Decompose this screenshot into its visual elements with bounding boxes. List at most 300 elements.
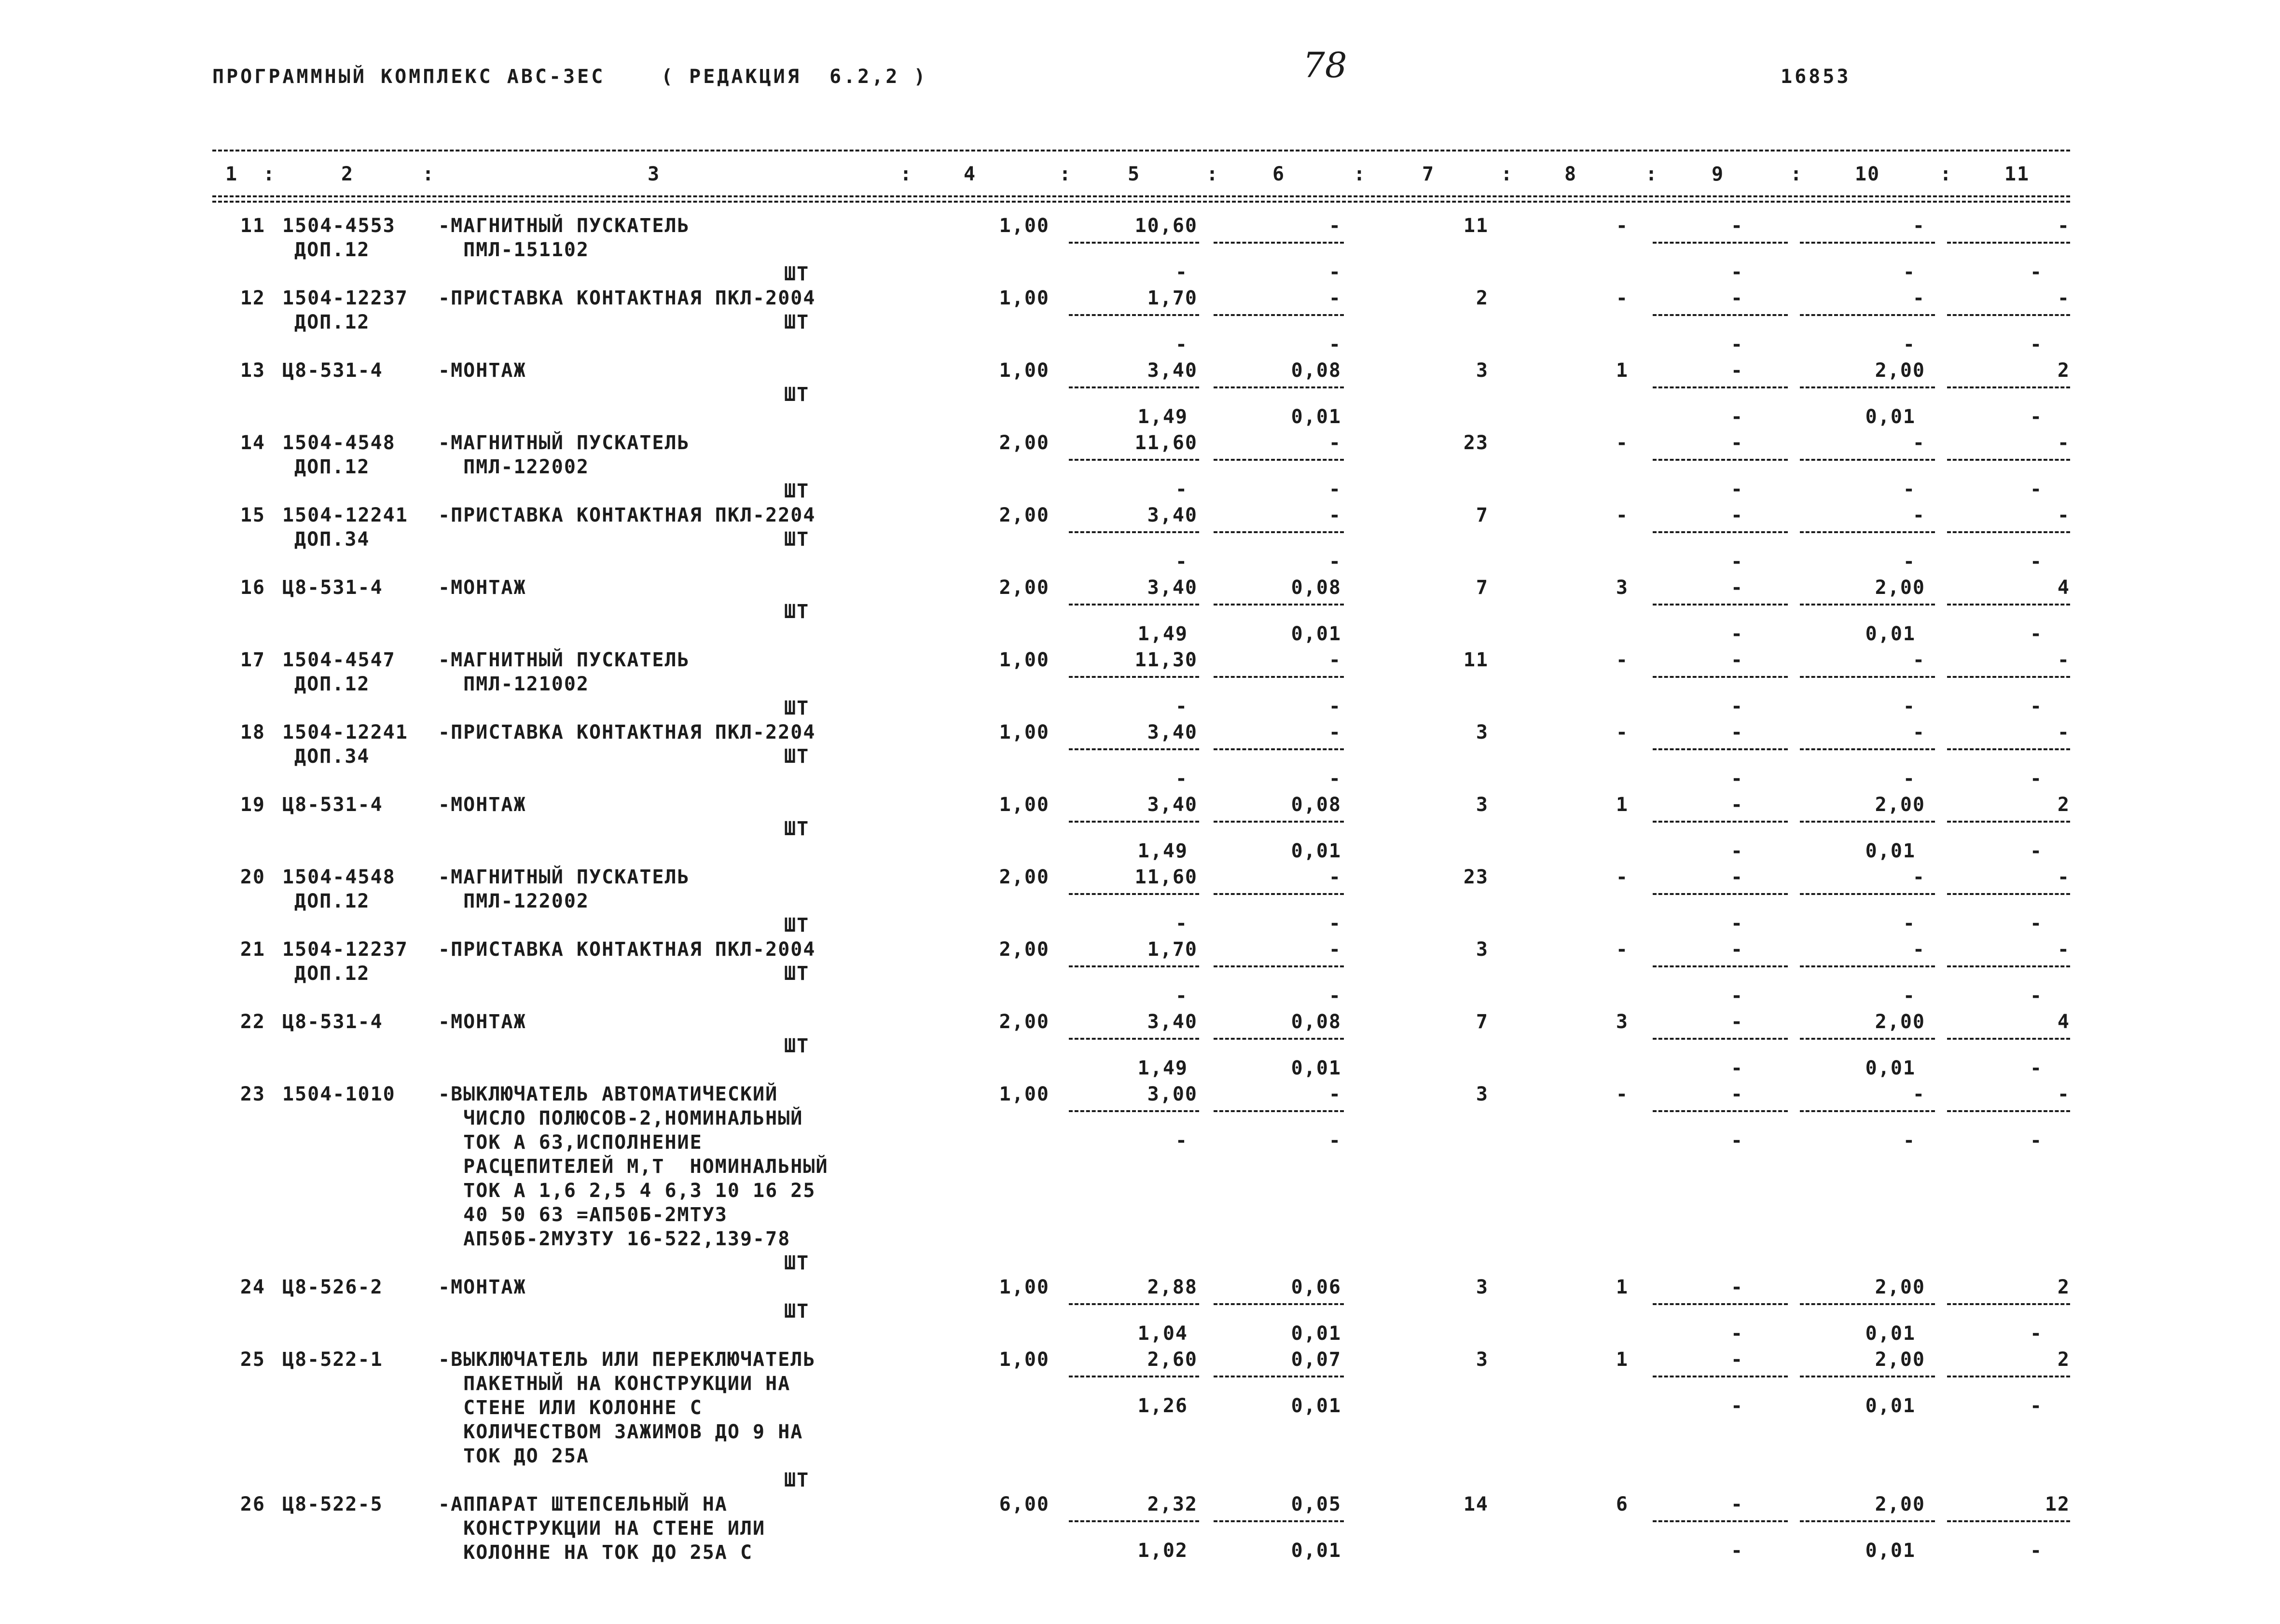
total-cost: 11 [1463,215,1489,237]
wage-value-col10: - [1903,768,1916,790]
wage-value-col6: 0,01 [1291,1540,1341,1562]
quantity-value: 2,00 [999,504,1050,526]
total-cost: 2 [1476,287,1489,309]
unit-cost-operation: 0,08 [1291,359,1341,382]
column-number-8: 8 [1564,163,1577,185]
underline-col11 [1947,748,2070,750]
description-line: -МОНТАЖ [438,359,526,382]
wage-value-col5: - [1175,1129,1188,1152]
row-number: 24 [240,1276,265,1298]
resource-code: Ц8-531-4 [282,577,383,599]
wage-value-col6: 0,01 [1291,1395,1341,1417]
unit-cost-operation: - [1328,432,1341,454]
column-9-value: - [1730,1011,1744,1033]
wage-value-col5: - [1175,261,1188,283]
resource-code: Ц8-531-4 [282,359,383,382]
resource-code: 1504-12241 [282,504,408,526]
underline-col6 [1214,1303,1344,1305]
underline-col11 [1947,676,2070,678]
column-9-value: - [1730,215,1744,237]
description-line: -ПРИСТАВКА КОНТАКТНАЯ ПКЛ-2204 [438,504,816,526]
quantity-value: 2,00 [999,866,1050,888]
unit-label: ШТ [784,601,810,623]
column-11-value: 2 [2057,359,2070,382]
wage-value-col10: - [1903,1129,1916,1152]
column-separator: : [1354,163,1367,185]
unit-cost-total: 3,40 [1147,577,1198,599]
operation-cost: 3 [1616,1011,1629,1033]
underline-col9 [1653,459,1788,461]
wage-value-col9: - [1730,478,1744,500]
row-number: 25 [240,1349,265,1371]
quantity-value: 6,00 [999,1493,1050,1515]
wage-value-col11: - [2030,1395,2043,1417]
underline-col5 [1069,893,1199,895]
total-cost: 14 [1463,1493,1489,1515]
unit-cost-total: 3,40 [1147,1011,1198,1033]
operation-cost: - [1616,1083,1629,1105]
underline-col9 [1653,1520,1788,1522]
total-cost: 7 [1476,1011,1489,1033]
wage-value-col5: 1,02 [1137,1540,1188,1562]
resource-code: 1504-12241 [282,721,408,743]
column-9-value: - [1730,1493,1744,1515]
underline-col10 [1800,242,1935,244]
wage-value-col10: - [1903,912,1916,935]
unit-cost-total: 3,40 [1147,721,1198,743]
unit-cost-total: 10,60 [1134,215,1198,237]
underline-col5 [1069,821,1199,823]
column-9-value: - [1730,577,1744,599]
underline-col6 [1214,1110,1344,1112]
quantity-value: 1,00 [999,794,1050,816]
wage-value-col11: - [2030,768,2043,790]
underline-col5 [1069,748,1199,750]
underline-col11 [1947,821,2070,823]
description-line: -МОНТАЖ [438,1276,526,1298]
description-line: ЧИСЛО ПОЛЮСОВ-2,НОМИНАЛЬНЫЙ [438,1107,803,1129]
wage-value-col11: - [2030,1322,2043,1345]
column-9-value: - [1730,504,1744,526]
wage-value-col9: - [1730,1057,1744,1079]
underline-col10 [1800,965,1935,967]
resource-code-supplement: ДОП.34 [294,528,370,551]
wage-value-col10: - [1903,261,1916,283]
underline-col10 [1800,604,1935,606]
resource-code: 1504-1010 [282,1083,396,1105]
description-line: -МОНТАЖ [438,794,526,816]
resource-code: 1504-4547 [282,649,396,671]
wage-value-col5: - [1175,333,1188,356]
operation-cost: 1 [1616,1349,1629,1371]
description-line: СТЕНЕ ИЛИ КОЛОННЕ С [438,1397,703,1419]
wage-value-col6: - [1328,333,1341,356]
column-11-value: 2 [2057,1349,2070,1371]
column-number-6: 6 [1272,163,1285,185]
wage-value-col10: 0,01 [1865,1057,1916,1079]
unit-label: ШТ [784,745,810,768]
underline-col11 [1947,965,2070,967]
underline-col5 [1069,1038,1199,1040]
unit-label: ШТ [784,384,810,406]
unit-cost-operation: - [1328,287,1341,309]
column-number-4: 4 [963,163,977,185]
total-cost: 7 [1476,577,1489,599]
unit-label: ШТ [784,1252,810,1274]
underline-col9 [1653,676,1788,678]
description-line: КОЛОННЕ НА ТОК ДО 25А С [438,1541,753,1564]
unit-cost-operation: 0,08 [1291,1011,1341,1033]
unit-label: ШТ [784,818,810,840]
operation-cost: - [1616,938,1629,961]
underline-col5 [1069,1303,1199,1305]
column-10-value: - [1912,287,1925,309]
underline-col10 [1800,531,1935,533]
column-number-11: 11 [2004,163,2030,185]
row-number: 16 [240,577,265,599]
operation-cost: - [1616,721,1629,743]
description-line: -ВЫКЛЮЧАТЕЛЬ ИЛИ ПЕРЕКЛЮЧАТЕЛЬ [438,1349,816,1371]
underline-col5 [1069,604,1199,606]
wage-value-col10: - [1903,551,1916,573]
wage-value-col10: 0,01 [1865,1540,1916,1562]
wage-value-col11: - [2030,333,2043,356]
resource-code-supplement: ДОП.12 [294,890,370,912]
resource-code-supplement: ДОП.12 [294,239,370,261]
column-9-value: - [1730,432,1744,454]
column-separator: : [1206,163,1219,185]
total-cost: 3 [1476,359,1489,382]
description-line: -МАГНИТНЫЙ ПУСКАТЕЛЬ [438,215,690,237]
wage-value-col11: - [2030,1057,2043,1079]
wage-value-col11: - [2030,985,2043,1007]
operation-cost: 1 [1616,1276,1629,1298]
unit-label: ШТ [784,528,810,551]
underline-col5 [1069,1520,1199,1522]
description-line: -ПРИСТАВКА КОНТАКТНАЯ ПКЛ-2004 [438,938,816,961]
underline-col5 [1069,242,1199,244]
wage-value-col10: - [1903,478,1916,500]
column-separator: : [1645,163,1658,185]
underline-col10 [1800,676,1935,678]
underline-col11 [1947,459,2070,461]
wage-value-col6: 0,01 [1291,623,1341,645]
wage-value-col5: 1,49 [1137,840,1188,862]
underline-col10 [1800,459,1935,461]
underline-col6 [1214,386,1344,388]
unit-cost-operation: 0,08 [1291,577,1341,599]
unit-cost-total: 11,30 [1134,649,1198,671]
operation-cost: - [1616,215,1629,237]
wage-value-col10: 0,01 [1865,1395,1916,1417]
description-line: КОЛИЧЕСТВОМ ЗАЖИМОВ ДО 9 НА [438,1421,803,1443]
total-cost: 23 [1463,866,1489,888]
underline-col5 [1069,1376,1199,1377]
resource-code: Ц8-531-4 [282,794,383,816]
unit-cost-total: 2,60 [1147,1349,1198,1371]
row-number: 21 [240,938,265,961]
description-line: ПМЛ-121002 [438,673,589,695]
total-cost: 3 [1476,1349,1489,1371]
unit-cost-total: 1,70 [1147,287,1198,309]
wage-value-col10: 0,01 [1865,406,1916,428]
total-cost: 23 [1463,432,1489,454]
column-number-1: 1 [225,163,238,185]
underline-col9 [1653,965,1788,967]
column-9-value: - [1730,794,1744,816]
underline-col9 [1653,893,1788,895]
underline-col10 [1800,1303,1935,1305]
unit-cost-operation: 0,06 [1291,1276,1341,1298]
unit-label: ШТ [784,697,810,719]
row-number: 19 [240,794,265,816]
unit-cost-operation: - [1328,215,1341,237]
underline-col6 [1214,314,1344,316]
edition-label: ( РЕДАКЦИЯ 6.2,2 ) [661,66,928,88]
operation-cost: - [1616,432,1629,454]
header-bottom-rule [212,195,2070,197]
underline-col11 [1947,893,2070,895]
column-11-value: - [2057,504,2070,526]
column-number-5: 5 [1127,163,1141,185]
description-line: ПАКЕТНЫЙ НА КОНСТРУКЦИИ НА [438,1373,791,1395]
unit-cost-total: 3,40 [1147,504,1198,526]
total-cost: 3 [1476,794,1489,816]
wage-value-col6: - [1328,478,1341,500]
wage-value-col11: - [2030,478,2043,500]
operation-cost: 3 [1616,577,1629,599]
description-line: ПМЛ-122002 [438,456,589,478]
row-number: 20 [240,866,265,888]
underline-col6 [1214,604,1344,606]
underline-col6 [1214,1376,1344,1377]
underline-col10 [1800,893,1935,895]
underline-col11 [1947,531,2070,533]
description-line: ТОК ДО 25А [438,1445,589,1467]
column-11-value: - [2057,649,2070,671]
quantity-value: 1,00 [999,1083,1050,1105]
quantity-value: 1,00 [999,1349,1050,1371]
column-10-value: 2,00 [1875,1011,1925,1033]
description-line: АП50Б-2МУЗТУ 16-522,139-78 [438,1228,791,1250]
table-top-rule [212,150,2070,151]
unit-cost-operation: - [1328,866,1341,888]
column-11-value: 2 [2057,1276,2070,1298]
wage-value-col6: - [1328,551,1341,573]
wage-value-col11: - [2030,406,2043,428]
underline-col9 [1653,604,1788,606]
quantity-value: 1,00 [999,649,1050,671]
underline-col9 [1653,531,1788,533]
column-11-value: 12 [2045,1493,2070,1515]
wage-value-col9: - [1730,1129,1744,1152]
wage-value-col5: - [1175,768,1188,790]
wage-value-col9: - [1730,695,1744,717]
column-9-value: - [1730,1349,1744,1371]
wage-value-col11: - [2030,912,2043,935]
row-number: 14 [240,432,265,454]
row-number: 17 [240,649,265,671]
operation-cost: - [1616,504,1629,526]
total-cost: 3 [1476,1276,1489,1298]
column-11-value: 4 [2057,577,2070,599]
unit-cost-operation: 0,07 [1291,1349,1341,1371]
underline-col10 [1800,1110,1935,1112]
underline-col11 [1947,314,2070,316]
underline-col5 [1069,676,1199,678]
wage-value-col11: - [2030,840,2043,862]
wage-value-col5: - [1175,478,1188,500]
column-number-3: 3 [647,163,661,185]
underline-col10 [1800,1376,1935,1377]
underline-col10 [1800,1520,1935,1522]
wage-value-col9: - [1730,912,1744,935]
column-separator: : [1790,163,1803,185]
wage-value-col5: 1,26 [1137,1395,1188,1417]
wage-value-col6: - [1328,768,1341,790]
quantity-value: 2,00 [999,432,1050,454]
wage-value-col9: - [1730,985,1744,1007]
total-cost: 3 [1476,1083,1489,1105]
resource-code-supplement: ДОП.34 [294,745,370,768]
column-10-value: 2,00 [1875,577,1925,599]
column-9-value: - [1730,1276,1744,1298]
wage-value-col6: - [1328,912,1341,935]
wage-value-col6: 0,01 [1291,406,1341,428]
column-11-value: - [2057,1083,2070,1105]
underline-col5 [1069,965,1199,967]
underline-col5 [1069,386,1199,388]
column-9-value: - [1730,721,1744,743]
underline-col11 [1947,1110,2070,1112]
unit-cost-operation: 0,05 [1291,1493,1341,1515]
column-9-value: - [1730,649,1744,671]
unit-label: ШТ [784,914,810,936]
underline-col9 [1653,314,1788,316]
underline-col10 [1800,314,1935,316]
unit-cost-operation: - [1328,649,1341,671]
column-9-value: - [1730,359,1744,382]
underline-col11 [1947,1303,2070,1305]
column-number-10: 10 [1854,163,1880,185]
description-line: -МАГНИТНЫЙ ПУСКАТЕЛЬ [438,866,690,888]
underline-col6 [1214,965,1344,967]
underline-col9 [1653,1038,1788,1040]
wage-value-col5: - [1175,551,1188,573]
resource-code-supplement: ДОП.12 [294,963,370,985]
unit-cost-total: 3,40 [1147,359,1198,382]
underline-col5 [1069,459,1199,461]
column-10-value: - [1912,215,1925,237]
total-cost: 3 [1476,721,1489,743]
underline-col11 [1947,604,2070,606]
row-number: 15 [240,504,265,526]
row-number: 12 [240,287,265,309]
description-line: -ПРИСТАВКА КОНТАКТНАЯ ПКЛ-2204 [438,721,816,743]
column-separator: : [900,163,913,185]
unit-label: ШТ [784,311,810,333]
wage-value-col10: 0,01 [1865,840,1916,862]
wage-value-col9: - [1730,1540,1744,1562]
wage-value-col11: - [2030,623,2043,645]
total-cost: 11 [1463,649,1489,671]
wage-value-col6: 0,01 [1291,840,1341,862]
column-number-2: 2 [341,163,354,185]
wage-value-col9: - [1730,333,1744,356]
column-10-value: - [1912,432,1925,454]
underline-col6 [1214,531,1344,533]
underline-col9 [1653,1376,1788,1377]
underline-col11 [1947,386,2070,388]
underline-col10 [1800,1038,1935,1040]
column-10-value: 2,00 [1875,1276,1925,1298]
wage-value-col5: 1,04 [1137,1322,1188,1345]
description-line: ПМЛ-122002 [438,890,589,912]
wage-value-col11: - [2030,261,2043,283]
operation-cost: 1 [1616,794,1629,816]
underline-col6 [1214,1520,1344,1522]
description-line: ТОК А 63,ИСПОЛНЕНИЕ [438,1131,703,1154]
underline-col6 [1214,748,1344,750]
header-bottom-rule-2 [212,201,2070,203]
description-line: -МАГНИТНЫЙ ПУСКАТЕЛЬ [438,432,690,454]
program-title: ПРОГРАММНЫЙ КОМПЛЕКС АВС-ЗЕС [212,66,606,88]
underline-col6 [1214,242,1344,244]
column-10-value: - [1912,504,1925,526]
underline-col5 [1069,531,1199,533]
column-10-value: - [1912,866,1925,888]
unit-cost-total: 2,32 [1147,1493,1198,1515]
quantity-value: 1,00 [999,359,1050,382]
unit-cost-total: 11,60 [1134,432,1198,454]
resource-code-supplement: ДОП.12 [294,456,370,478]
column-10-value: - [1912,1083,1925,1105]
column-11-value: 4 [2057,1011,2070,1033]
unit-cost-operation: - [1328,1083,1341,1105]
operation-cost: 1 [1616,359,1629,382]
wage-value-col5: 1,49 [1137,406,1188,428]
underline-col10 [1800,386,1935,388]
column-11-value: - [2057,215,2070,237]
wage-value-col5: 1,49 [1137,1057,1188,1079]
column-10-value: - [1912,938,1925,961]
unit-label: ШТ [784,480,810,502]
underline-col10 [1800,821,1935,823]
resource-code: Ц8-531-4 [282,1011,383,1033]
column-separator: : [422,163,435,185]
underline-col9 [1653,748,1788,750]
column-10-value: - [1912,649,1925,671]
column-10-value: - [1912,721,1925,743]
total-cost: 7 [1476,504,1489,526]
unit-cost-total: 3,40 [1147,794,1198,816]
underline-col11 [1947,1520,2070,1522]
wage-value-col10: - [1903,695,1916,717]
wage-value-col5: - [1175,695,1188,717]
unit-cost-operation: - [1328,938,1341,961]
underline-col6 [1214,821,1344,823]
wage-value-col10: 0,01 [1865,623,1916,645]
column-9-value: - [1730,866,1744,888]
wage-value-col6: - [1328,985,1341,1007]
wage-value-col9: - [1730,623,1744,645]
row-number: 23 [240,1083,265,1105]
description-line: ТОК А 1,6 2,5 4 6,3 10 16 25 [438,1180,816,1202]
underline-col6 [1214,459,1344,461]
operation-cost: - [1616,866,1629,888]
column-10-value: 2,00 [1875,794,1925,816]
resource-code-supplement: ДОП.12 [294,673,370,695]
